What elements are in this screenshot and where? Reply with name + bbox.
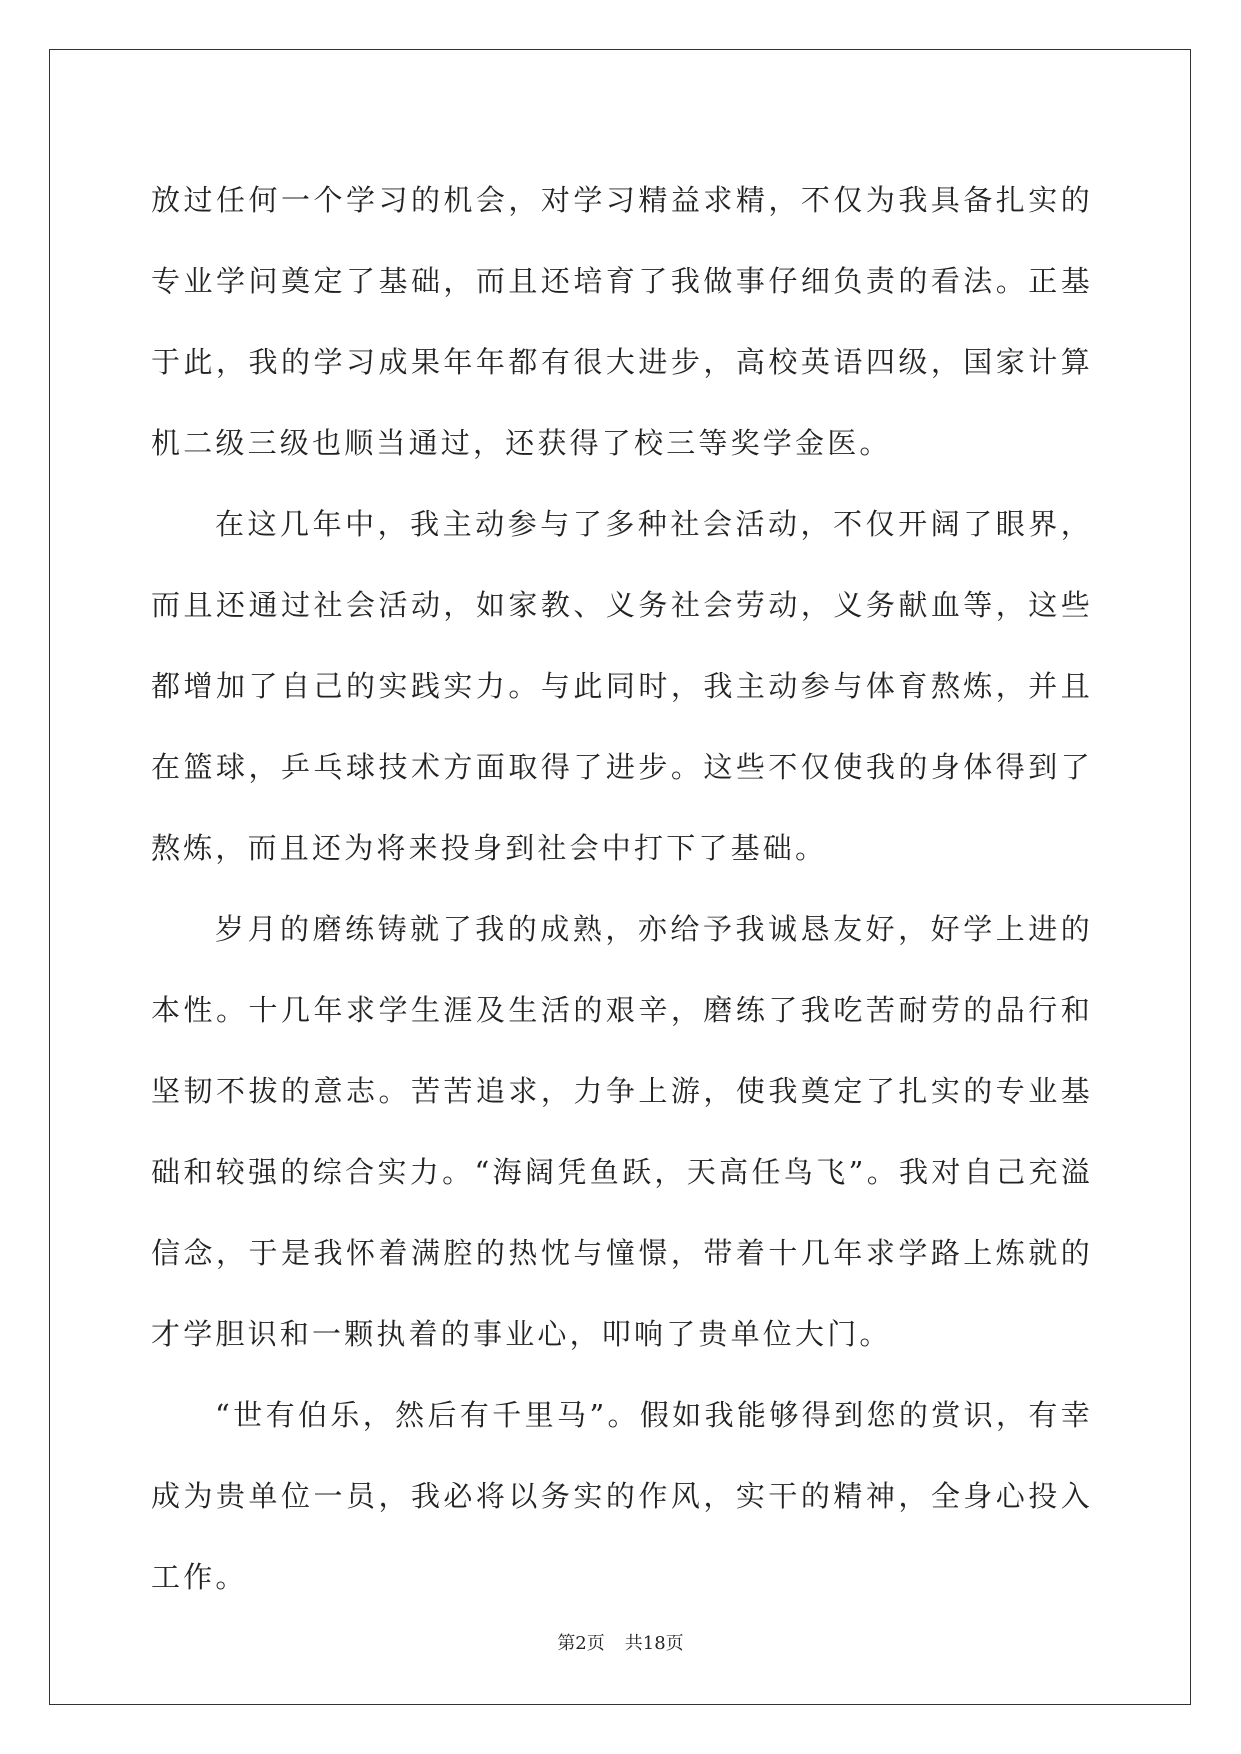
paragraph-4: “世有伯乐，然后有千里马”。假如我能够得到您的赏识，有幸成为贵单位一员，我必将以务实的作风，实干的精神，全身心投入工作。 (151, 1398, 1093, 1594)
page-total: 共18页 (624, 1633, 684, 1654)
paragraph-2: 在这几年中，我主动参与了多种社会活动，不仅开阔了眼界，而且还通过社会活动，如家教、义务社会劳动，义务献血等，这些都增加了自己的实践实力。与此同时，我主动参与体育熬炼，并且在篮球，乒乓球技术方面取得了进步。这些不仅使我的身体得到了熬炼，而且还为将来投身到社会中打下了基础。 (151, 507, 1093, 865)
paragraph-3: 岁月的磨练铸就了我的成熟，亦给予我诚恳友好，好学上进的本性。十几年求学生涯及生活的艰辛，磨练了我吃苦耐劳的品行和坚韧不拔的意志。苦苦追求，力争上游，使我奠定了扎实的专业基础和较强的综合实力。“海阔凭鱼跃，天高任鸟飞”。我对自己充溢信念，于是我怀着满腔的热忱与憧憬，带着十几年求学路上炼就的才学胆识和一颗执着的事业心，叩响了贵单位大门。 (151, 912, 1093, 1351)
document-body (151, 160, 1093, 1618)
page-footer (0, 1629, 1241, 1655)
page-number: 第2页 (557, 1633, 605, 1654)
paragraph-1: 放过任何一个学习的机会，对学习精益求精，不仅为我具备扎实的专业学问奠定了基础，而且还培育了我做事仔细负责的看法。正基于此，我的学习成果年年都有很大进步，高校英语四级，国家计算机二级三级也顺当通过，还获得了校三等奖学金医。 (151, 183, 1093, 460)
